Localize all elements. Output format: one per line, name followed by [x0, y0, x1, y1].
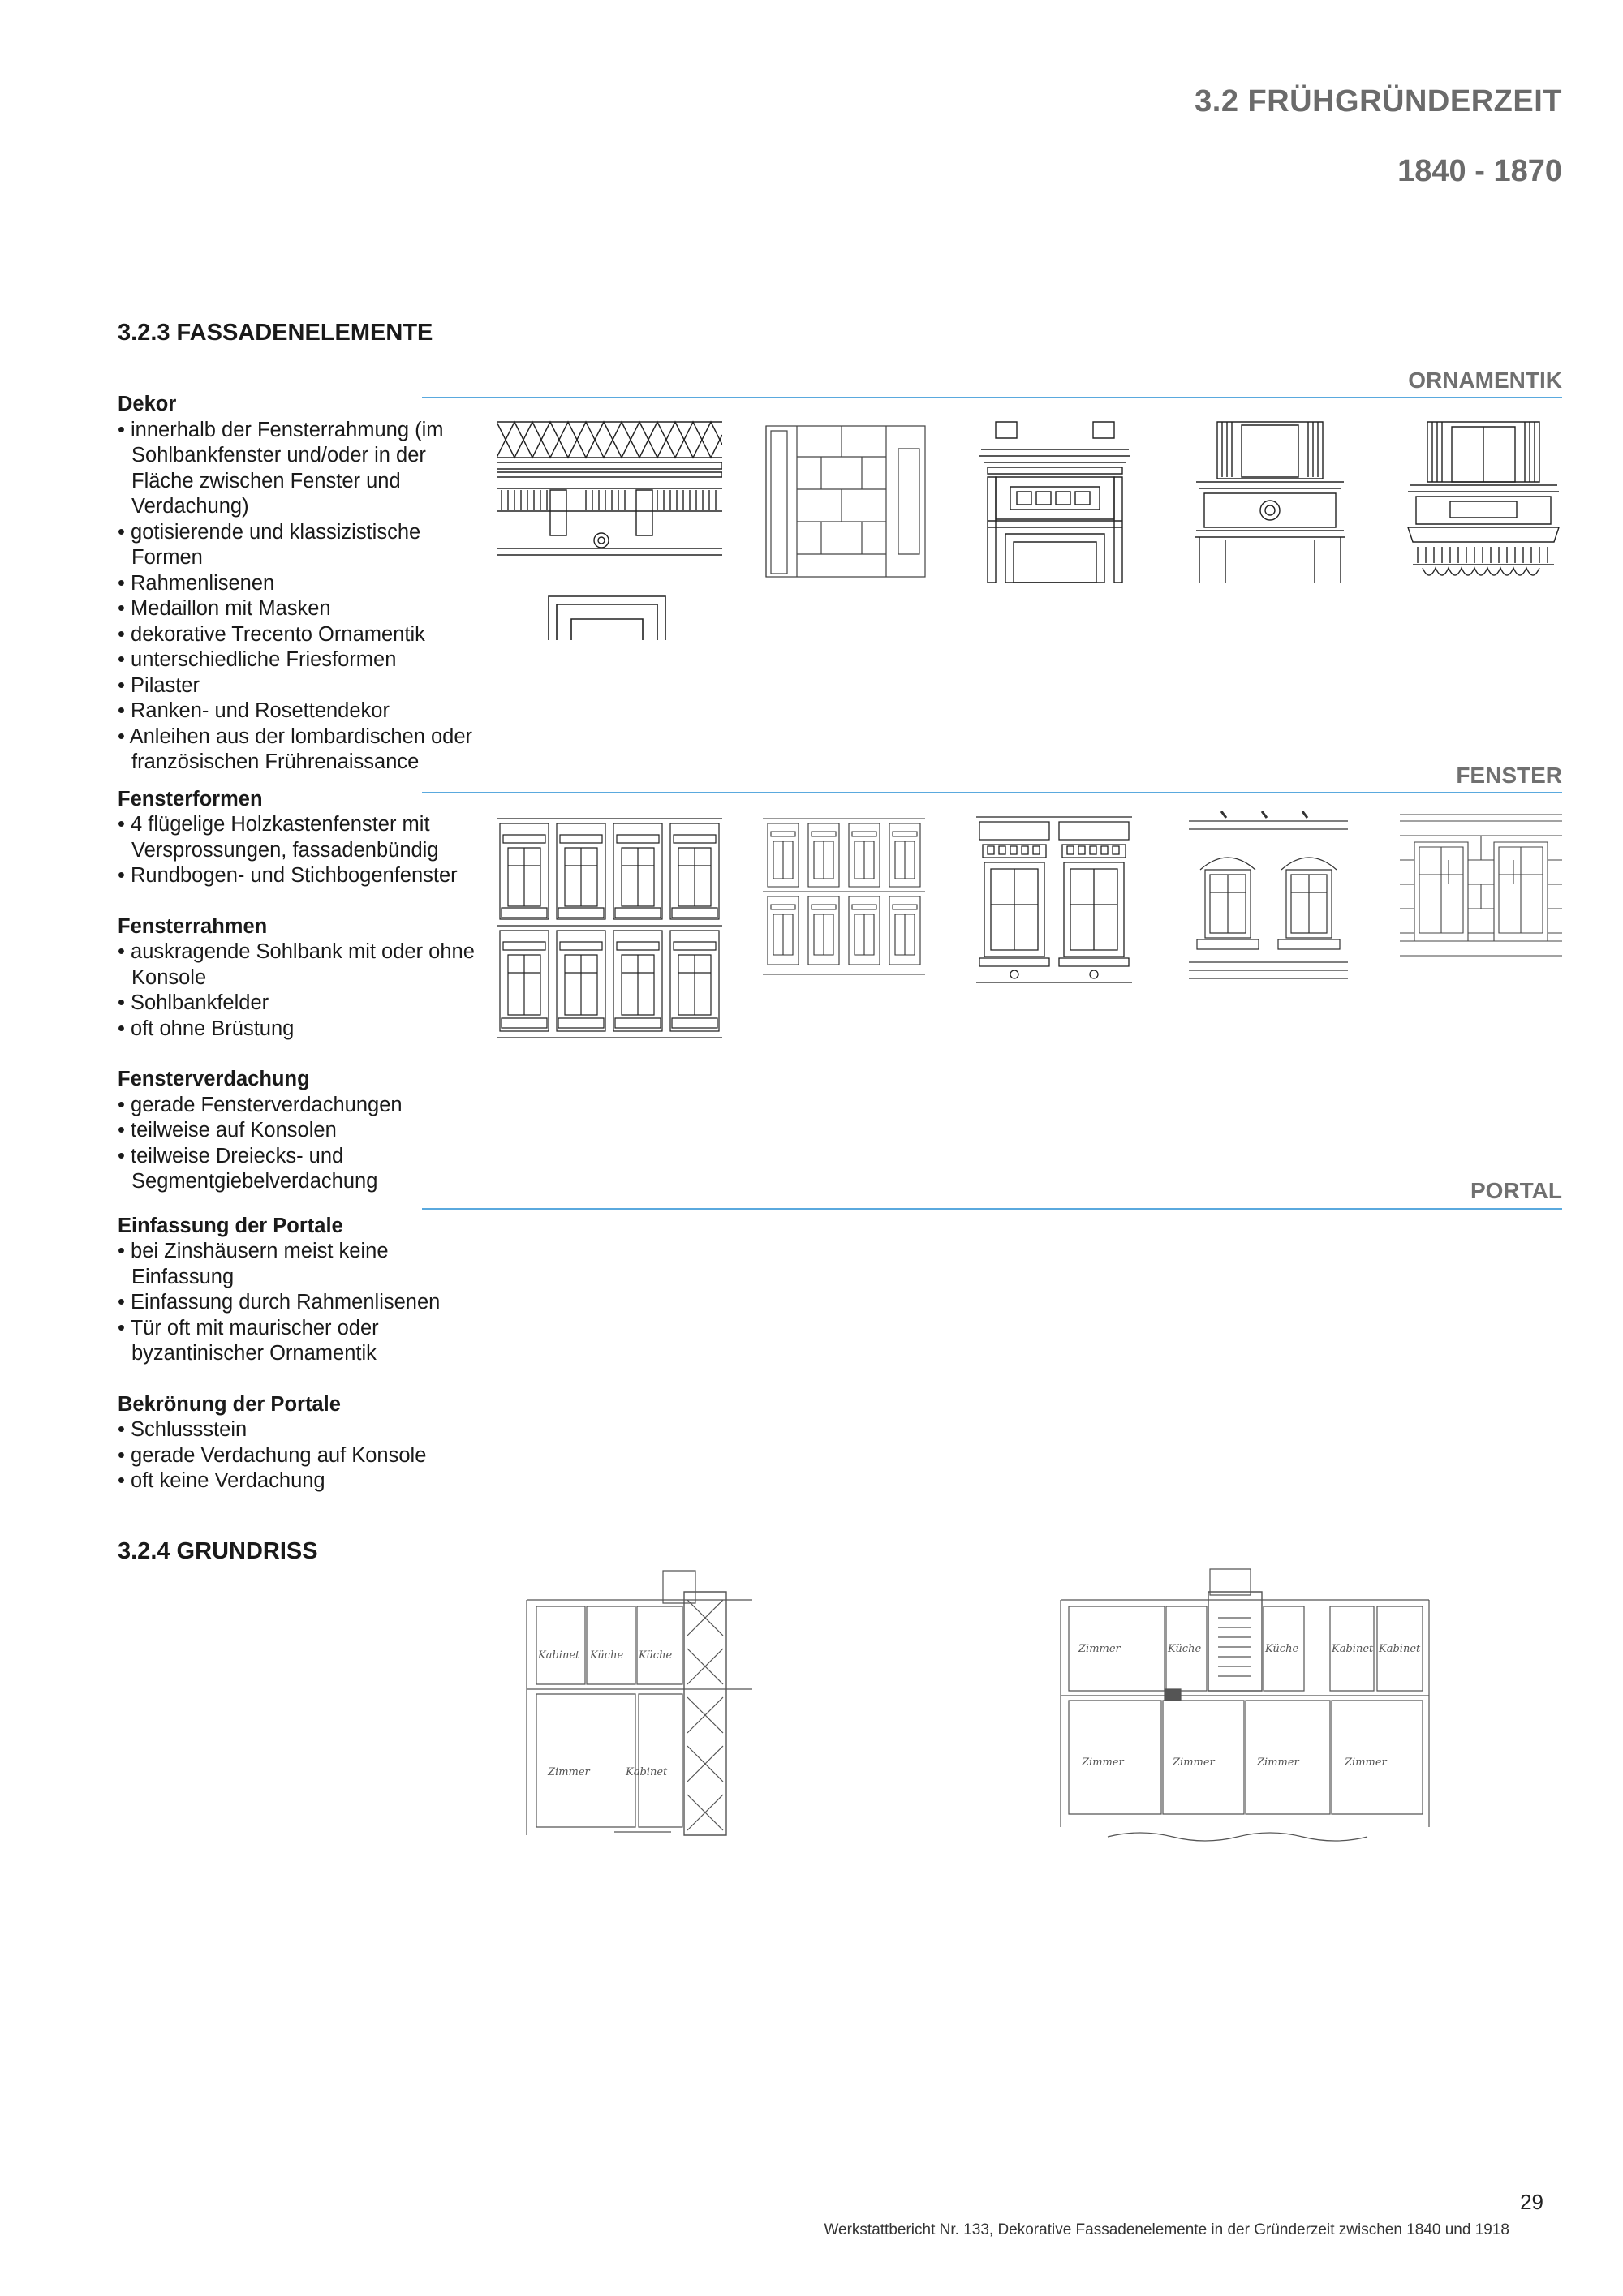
- list-item: • Pilaster: [118, 673, 475, 699]
- list-item: • Medaillon mit Masken: [118, 596, 475, 622]
- list-item: • Ranken- und Rosettendekor: [118, 699, 475, 724]
- list-item: • gerade Verdachung auf Konsole: [118, 1443, 475, 1469]
- category-label-fenster: FENSTER: [1456, 763, 1562, 788]
- floorplan-room-label: Zimmer: [548, 1766, 590, 1778]
- floorplan-room-label: Kabinet: [1332, 1643, 1374, 1655]
- section-title-fassadenelemente: 3.2.3 FASSADENELEMENTE: [118, 320, 433, 346]
- ornament-drawing-window-aedicula: [978, 420, 1132, 583]
- floorplan-room-label: Zimmer: [1345, 1756, 1387, 1769]
- floorplan-room-label: Kabinet: [626, 1766, 668, 1778]
- list-item: • dekorative Trecento Ornamentik: [118, 622, 475, 648]
- period-label: 1840 - 1870: [1397, 154, 1562, 188]
- list-item: • Rahmenlisenen: [118, 571, 475, 597]
- section-title-grundriss: 3.2.4 GRUNDRISS: [118, 1538, 318, 1564]
- group-einfassung-portale: [118, 1214, 475, 1367]
- floorplan-drawing-1: [525, 1567, 755, 1848]
- list-item: • unterschiedliche Friesformen: [118, 647, 475, 673]
- list-item: • gotisierende und klassizistische Formen: [118, 520, 475, 571]
- footer-citation: Werkstattbericht Nr. 133, Dekorative Fassadenelemente in der Gründerzeit zwischen 1840 und 1918: [824, 2221, 1509, 2238]
- group-fensterformen: [118, 787, 475, 889]
- group-fensterverdachung: [118, 1067, 475, 1195]
- list-item: • Schlussstein: [118, 1417, 475, 1443]
- group-fensterrahmen: [118, 914, 475, 1043]
- floorplan-room-label: Kabinet: [1379, 1643, 1421, 1655]
- group-heading: Fensterrahmen: [118, 914, 268, 938]
- window-drawing-facade-grid: [497, 815, 722, 1041]
- list-item: • innerhalb der Fensterrahmung (im Sohlbankfenster und/oder in der Fläche zwischen Fenster und Verdachung): [118, 418, 475, 520]
- divider-portal: [422, 1208, 1562, 1210]
- list-item: • auskragende Sohlbank mit oder ohne Konsole: [118, 939, 475, 991]
- window-drawing-facade-small: [763, 815, 925, 978]
- window-drawing-pair-tall: [976, 815, 1132, 984]
- group-heading: Fensterverdachung: [118, 1068, 310, 1090]
- list-item: • Tür oft mit maurischer oder byzantinischer Ornamentik: [118, 1316, 475, 1367]
- list-item: • gerade Fensterverdachungen: [118, 1093, 475, 1119]
- floorplan-room-label: Zimmer: [1257, 1756, 1299, 1769]
- floorplan-room-label: Küche: [639, 1649, 673, 1662]
- ornament-drawing-rustication: [764, 424, 927, 578]
- group-bekroenung-portale: [118, 1392, 475, 1494]
- floorplan-room-label: Küche: [1265, 1643, 1299, 1655]
- group-heading: Fensterformen: [118, 787, 263, 810]
- window-drawing-cornice-pair: [1189, 811, 1348, 983]
- ornament-drawing-window-frame-top: [547, 595, 667, 640]
- floorplan-room-label: Kabinet: [538, 1649, 580, 1662]
- ornament-drawing-medallion-head: [1193, 420, 1347, 583]
- list-item: • bei Zinshäusern meist keine Einfassung: [118, 1239, 475, 1290]
- ornament-drawing-ornate-head: [1406, 420, 1561, 583]
- group-heading: Einfassung der Portale: [118, 1214, 343, 1237]
- chapter-title: 3.2 FRÜHGRÜNDERZEIT: [1195, 84, 1562, 118]
- category-label-portal: PORTAL: [1470, 1178, 1562, 1203]
- page-number: 29: [1520, 2190, 1543, 2214]
- category-label-ornamentik: ORNAMENTIK: [1408, 368, 1562, 393]
- list-item: • oft ohne Brüstung: [118, 1017, 475, 1043]
- group-dekor: [118, 392, 475, 776]
- list-item: • Anleihen aus der lombardischen oder französischen Frührenaissance: [118, 724, 475, 776]
- feature-text-column: [118, 392, 475, 1520]
- floorplan-room-label: Küche: [1168, 1643, 1202, 1655]
- list-item: • Einfassung durch Rahmenlisenen: [118, 1290, 475, 1316]
- window-drawing-rusticated-pair: [1400, 811, 1562, 964]
- ornament-drawing-lattice-frieze: [497, 420, 722, 563]
- divider-ornamentik: [422, 397, 1562, 398]
- group-heading: Bekrönung der Portale: [118, 1392, 341, 1416]
- floorplan-room-label: Küche: [590, 1649, 624, 1662]
- list-item: • teilweise Dreiecks- und Segmentgiebelverdachung: [118, 1144, 475, 1195]
- list-item: • Sohlbankfelder: [118, 991, 475, 1017]
- list-item: • teilweise auf Konsolen: [118, 1118, 475, 1144]
- group-heading: Dekor: [118, 393, 177, 415]
- list-item: • 4 flügelige Holzkastenfenster mit Versprossungen, fassadenbündig: [118, 812, 475, 863]
- list-item: • oft keine Verdachung: [118, 1468, 475, 1494]
- floorplan-drawing-2: [1059, 1567, 1432, 1848]
- floorplan-room-label: Zimmer: [1078, 1643, 1121, 1655]
- floorplan-room-label: Zimmer: [1082, 1756, 1124, 1769]
- list-item: • Rundbogen- und Stichbogenfenster: [118, 863, 475, 889]
- floorplan-room-label: Zimmer: [1173, 1756, 1215, 1769]
- divider-fenster: [422, 792, 1562, 793]
